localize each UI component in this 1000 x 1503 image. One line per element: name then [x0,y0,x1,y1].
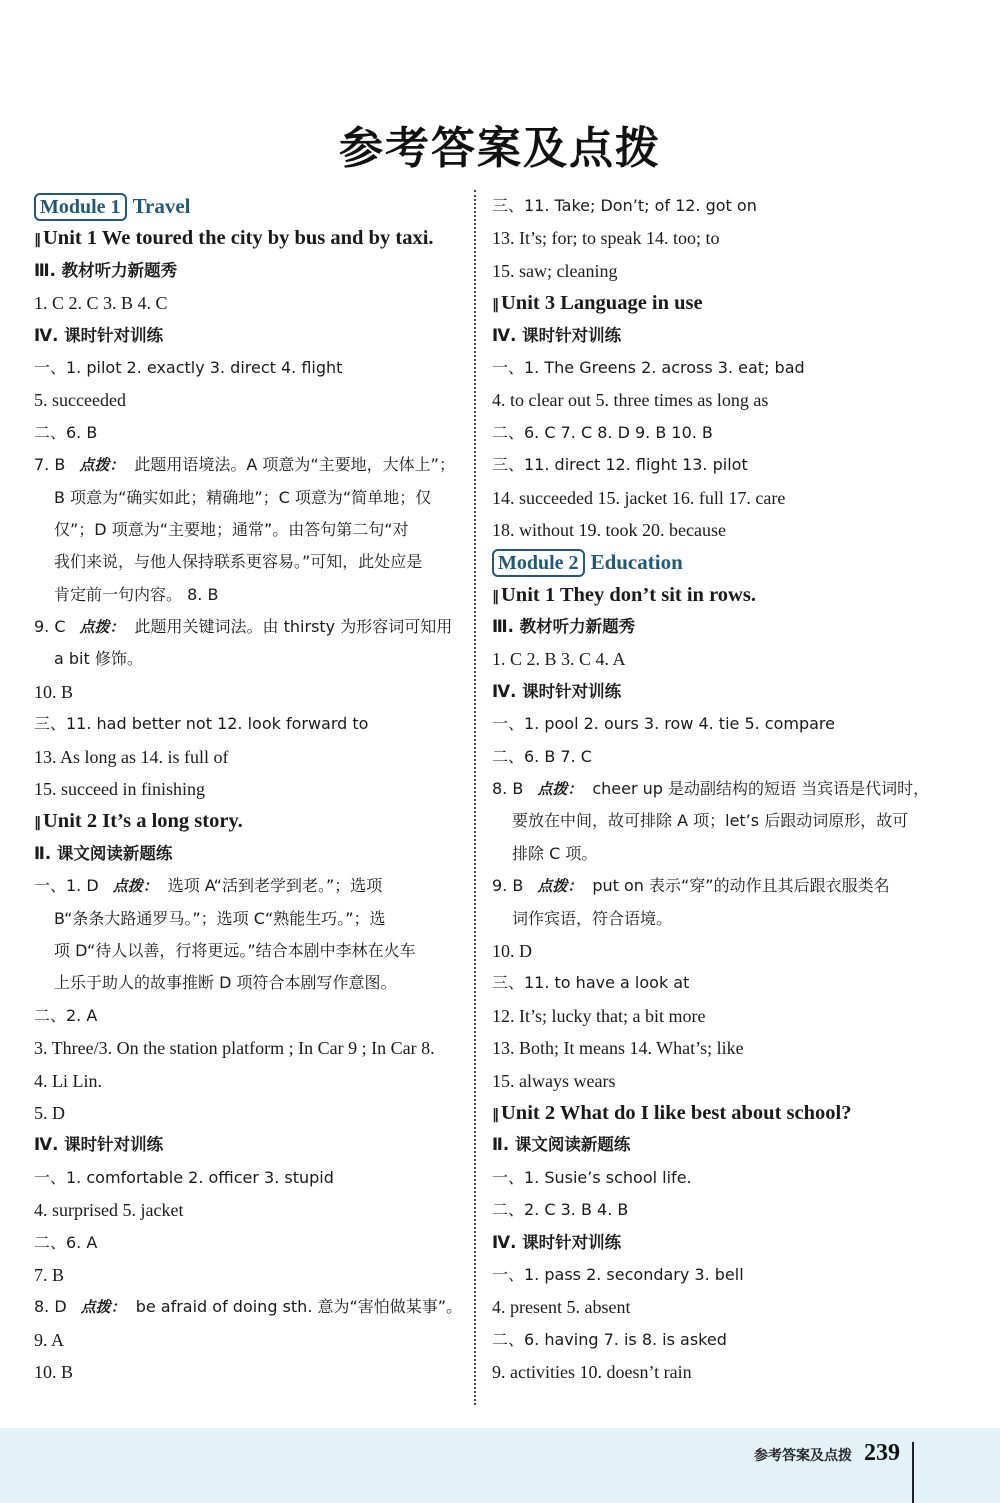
module-label-box: Module 2 [492,549,585,577]
answer-line: 4. to clear out 5. three times as long as [492,390,769,411]
section-heading: Ⅳ. 课时针对训练 [492,681,622,701]
unit-heading [34,222,464,254]
module-title: Education [590,550,683,575]
note-continuation: 词作宾语，符合语境。 [512,908,673,928]
note-continuation: 肯定前一句内容。 8. B [54,584,219,604]
answer-line: 9. A [34,1329,65,1350]
note-continuation: 项 D“待人以善，行将更远。”结合本剧中李林在火车 [54,940,416,960]
note-text: 此题用语境法。A 项意为“主要地，大体上”； [134,455,455,475]
unit-heading [34,805,464,837]
module-heading [492,546,962,578]
answer-number: 一、1. D [34,876,99,896]
note-text: 选项 A“活到老学到老。”；选项 [167,876,383,896]
answer-line: 7. B [34,1264,65,1285]
module-title: Travel [132,194,191,218]
note-continuation: B 项意为“确实如此；精确地”；C 项意为“简单地；仅 [54,487,432,507]
answer-line-with-note [34,1291,464,1323]
footer-edge-bar [912,1442,914,1503]
column-divider [474,190,476,1405]
answer-line: 3. Three/3. On the station platform ; In Car 9 ; In Car 8. [34,1038,435,1059]
answer-line: 二、2. A [34,1005,98,1025]
note-text: 此题用关键词法。由 thirsty 为形容词可知用 [134,617,453,637]
answer-line: 4. present 5. absent [492,1297,631,1318]
answer-line: 5. succeeded [34,390,126,411]
answer-line: 三、11. direct 12. flight 13. pilot [492,455,748,475]
dianbo-label: 点拨： [79,456,125,475]
dianbo-label: 点拨： [80,1298,126,1317]
answer-line: 13. It’s; for; to speak 14. too; to [492,228,720,249]
answer-line: 一、1. pilot 2. exactly 3. direct 4. flight [34,357,343,377]
section-heading: Ⅲ. 教材听力新题秀 [492,617,636,637]
module-heading [34,190,464,222]
answer-line: 5. D [34,1102,65,1123]
unit-marker-icon: ‖ [34,232,41,249]
note-continuation: a bit 修饰。 [54,649,143,669]
answer-number: 9. C [34,617,66,637]
note-text: cheer up 是动副结构的短语 当宾语是代词时， [592,779,930,799]
unit-heading [492,287,962,319]
note-continuation: 排除 C 项。 [512,843,598,863]
page-title: 参考答案及点拨 [339,123,661,174]
answer-line: 二、6. B 7. C [492,746,592,766]
answer-line: 三、11. Take; Don’t; of 12. got on [492,196,757,215]
unit-title: Unit 1 We toured the city by bus and by taxi. [43,227,434,250]
note-text: put on 表示“穿”的动作且其后跟衣服类名 [592,876,890,896]
answer-number: 7. B [34,455,66,475]
section-heading: Ⅳ. 课时针对训练 [492,325,622,345]
answer-line: 18. without 19. took 20. because [492,519,726,540]
answer-line: 14. succeeded 15. jacket 16. full 17. care [492,487,786,508]
unit-marker-icon: ‖ [34,815,41,832]
answer-number: 8. D [34,1297,67,1317]
answer-line: 二、6. A [34,1232,98,1252]
answer-line: 10. B [34,1362,74,1383]
note-continuation: B“条条大路通罗马。”；选项 C“熟能生巧。”；选 [54,908,386,928]
answer-number: 8. B [492,779,524,799]
note-continuation: 要放在中间，故可排除 A 项；let’s 后跟动词原形，故可 [512,811,909,831]
answer-line-with-note [34,449,464,481]
answer-line: 三、11. to have a look at [492,973,690,993]
section-heading: Ⅱ. 课文阅读新题练 [492,1135,631,1155]
answer-line: 三、11. had better not 12. look forward to [34,714,369,734]
answer-line: 12. It’s; lucky that; a bit more [492,1005,706,1026]
left-answer-column [34,190,464,1388]
answer-line: 4. surprised 5. jacket [34,1200,184,1221]
dianbo-label: 点拨： [79,618,125,637]
unit-marker-icon: ‖ [492,297,499,314]
answer-line: 二、6. having 7. is 8. is asked [492,1329,727,1349]
answer-line: 10. D [492,940,532,961]
answer-line: 一、1. comfortable 2. officer 3. stupid [34,1167,334,1187]
answer-line: 二、6. B [34,422,98,442]
answer-line: 13. As long as 14. is full of [34,746,229,767]
answer-line-with-note [34,611,464,643]
answer-line: 4. Li Lin. [34,1070,102,1091]
answer-line: 15. always wears [492,1070,616,1091]
answer-line: 一、1. pool 2. ours 3. row 4. tie 5. compare [492,714,835,734]
answer-line: 1. C 2. C 3. B 4. C [34,293,168,314]
answer-line: 一、1. Susie’s school life. [492,1167,692,1187]
note-continuation: 上乐于助人的故事推断 D 项符合本剧写作意图。 [54,973,397,993]
page-number: 239 [864,1440,900,1466]
answer-line: 13. Both; It means 14. What’s; like [492,1038,744,1059]
note-text: be afraid of doing sth. 意为“害怕做某事”。 [135,1297,463,1317]
dianbo-label: 点拨： [537,780,583,799]
note-continuation: 我们来说，与他人保持联系更容易。”可知，此处应是 [54,552,423,572]
unit-marker-icon: ‖ [492,588,499,605]
section-heading: Ⅳ. 课时针对训练 [492,1232,622,1252]
note-continuation: 仅”；D 项意为“主要地；通常”。由答句第二句“对 [54,519,409,539]
page-footer [754,1440,900,1467]
section-heading: Ⅳ. 课时针对训练 [34,1135,164,1155]
unit-heading [492,579,962,611]
answer-line: 1. C 2. B 3. C 4. A [492,649,626,670]
answer-line: 9. activities 10. doesn’t rain [492,1362,692,1383]
section-heading: Ⅱ. 课文阅读新题练 [34,843,173,863]
right-answer-column [492,190,962,1388]
answer-line: 10. B [34,681,74,702]
answer-line: 15. succeed in finishing [34,779,205,800]
unit-title: Unit 2 What do I like best about school? [501,1101,852,1124]
answer-line-with-note [492,773,962,805]
answer-number: 9. B [492,876,524,896]
unit-heading [492,1097,962,1129]
answer-line: 一、1. pass 2. secondary 3. bell [492,1264,744,1284]
answer-line: 二、2. C 3. B 4. B [492,1200,629,1220]
unit-title: Unit 1 They don’t sit in rows. [501,583,756,606]
section-heading: Ⅲ. 教材听力新题秀 [34,260,178,280]
answer-line-with-note [492,870,962,902]
dianbo-label: 点拨： [537,877,583,896]
unit-title: Unit 2 It’s a long story. [43,810,243,833]
answer-line-with-note [34,870,464,902]
answer-line: 二、6. C 7. C 8. D 9. B 10. B [492,422,713,442]
section-heading: Ⅳ. 课时针对训练 [34,325,164,345]
answer-line: 15. saw; cleaning [492,260,618,281]
unit-marker-icon: ‖ [492,1106,499,1123]
footer-label: 参考答案及点拨 [754,1448,852,1464]
dianbo-label: 点拨： [112,877,158,896]
answer-line: 一、1. The Greens 2. across 3. eat; bad [492,357,805,377]
module-label-box: Module 1 [34,193,127,221]
unit-title: Unit 3 Language in use [501,292,703,315]
